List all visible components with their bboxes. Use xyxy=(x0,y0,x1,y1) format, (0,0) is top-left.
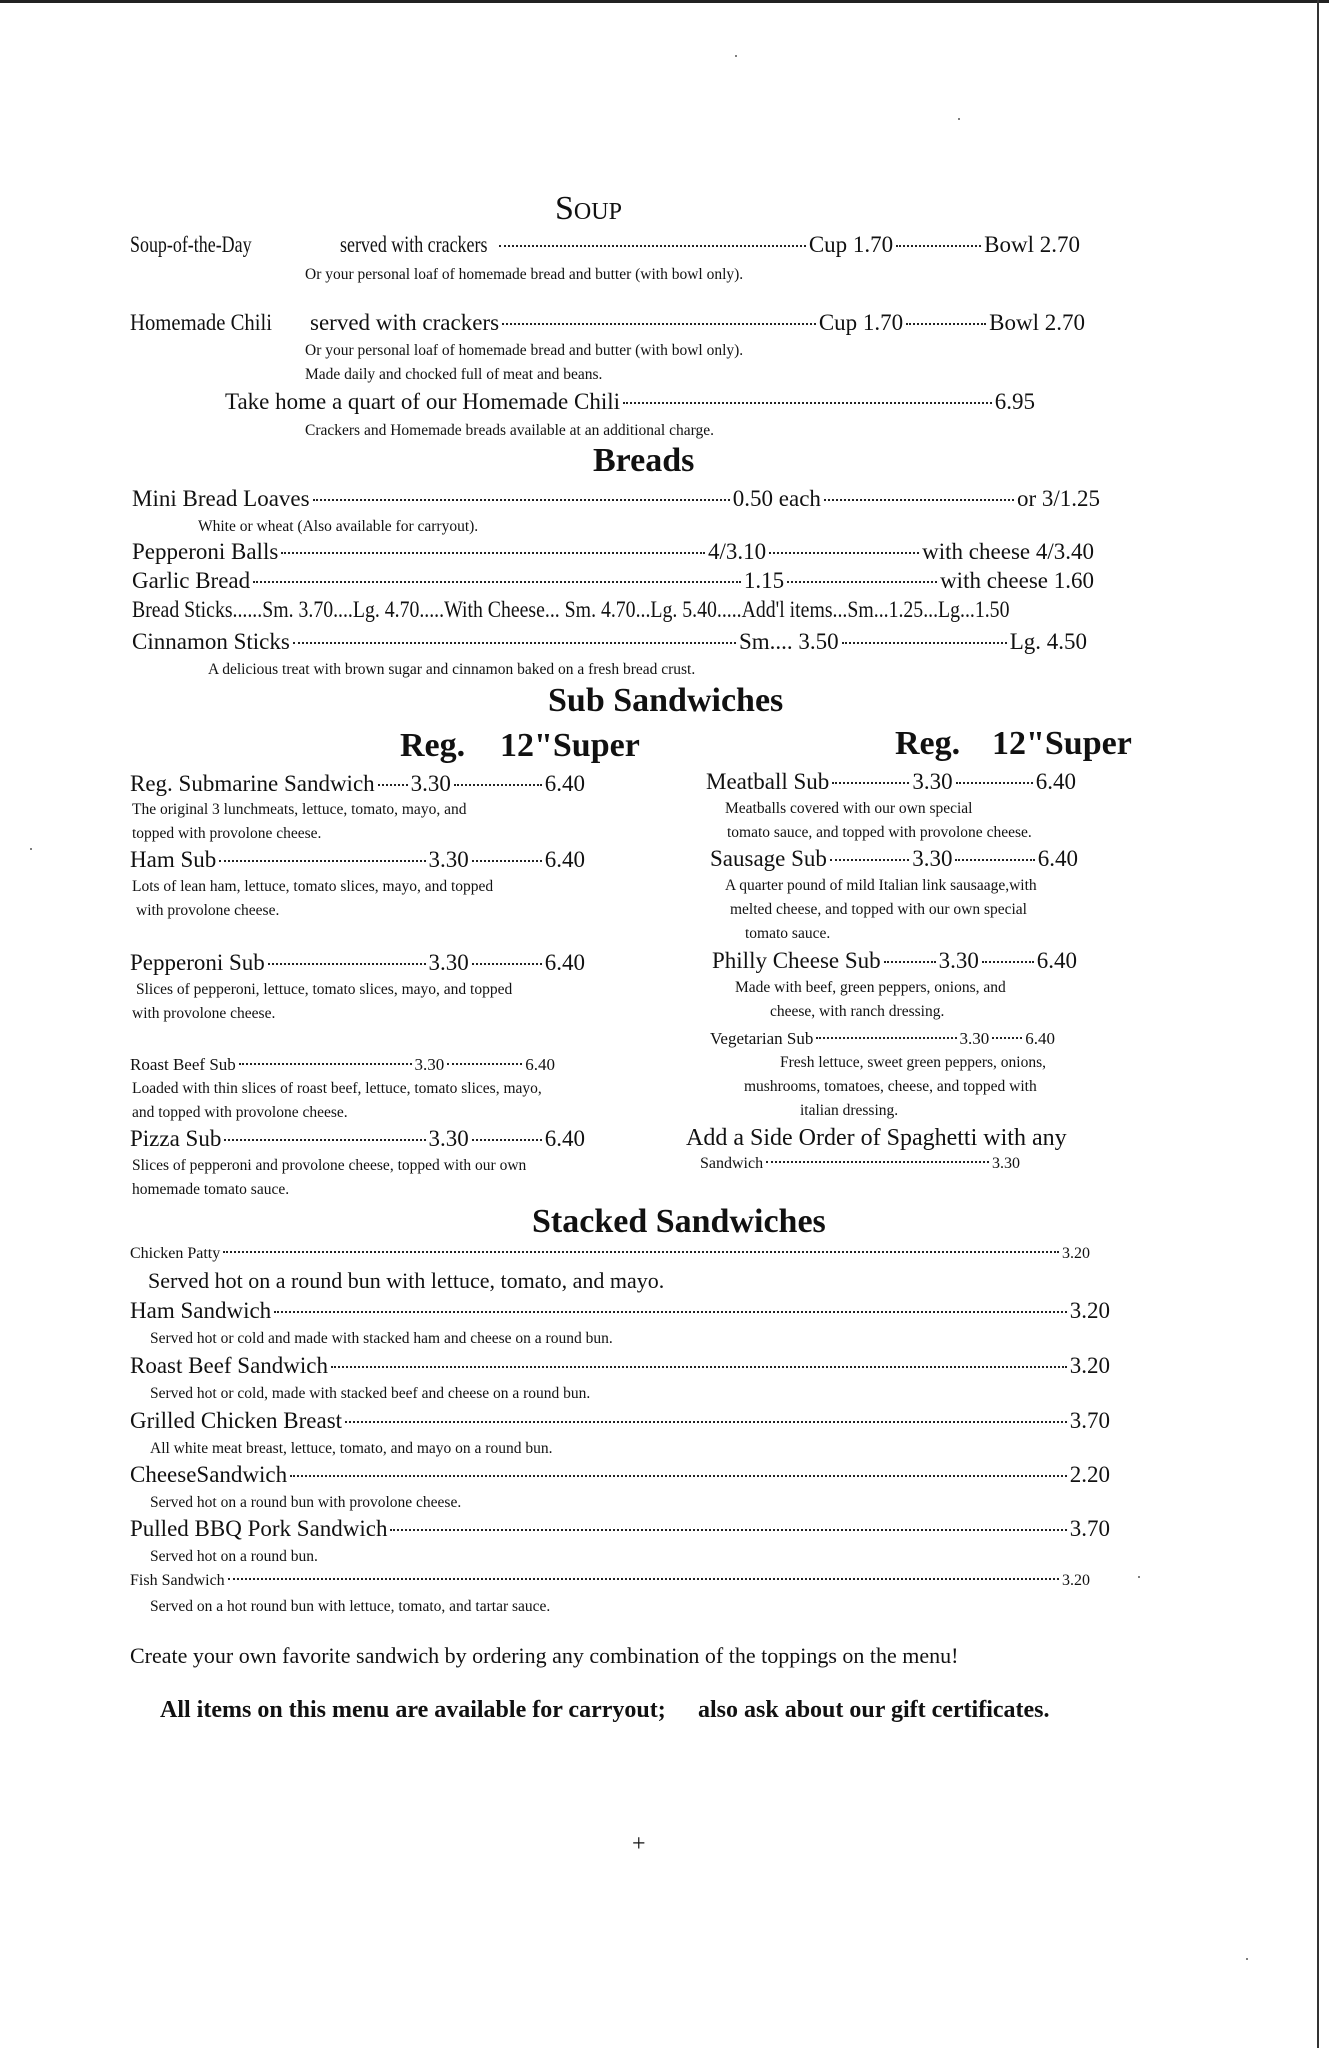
sub-row xyxy=(712,948,1077,974)
stacked-name: CheeseSandwich xyxy=(130,1462,288,1487)
sub-row xyxy=(706,769,1076,795)
garlic-bread-cheese: with cheese 1.60 xyxy=(940,568,1094,593)
sub-desc: The original 3 lunchmeats, lettuce, tomato, mayo, and xyxy=(132,801,467,818)
leader xyxy=(390,1529,1066,1531)
cinnamon-sticks-sm: Sm.... 3.50 xyxy=(739,629,839,654)
carryout-note: All items on this menu are available for carryout; xyxy=(160,1697,666,1723)
stacked-name: Ham Sandwich xyxy=(130,1298,272,1323)
breads-heading: Breads xyxy=(593,442,695,479)
chili-note-1: Or your personal loaf of homemade bread and butter (with bowl only). xyxy=(305,342,744,359)
leader xyxy=(313,499,730,501)
bread-sticks-line: Bread Sticks......Sm. 3.70....Lg. 4.70.....With Cheese... Sm. 4.70...Lg. 5.40.....Add'l items...Sm...1.25...Lg...1.50 xyxy=(132,597,1010,622)
leader xyxy=(293,642,736,644)
cinnamon-sticks-name: Cinnamon Sticks xyxy=(132,629,290,654)
stacked-desc: All white meat breast, lettuce, tomato, and mayo on a round bun. xyxy=(150,1440,553,1457)
soup-of-day-cup: Cup 1.70 xyxy=(808,232,894,257)
sub-super-price: 6.40 xyxy=(544,950,585,975)
leader xyxy=(345,1421,1067,1423)
leader xyxy=(378,784,408,786)
sub-super-price: 6.40 xyxy=(544,847,585,872)
leader xyxy=(224,1139,425,1141)
leader xyxy=(955,859,1034,861)
leader xyxy=(274,1311,1067,1313)
sub-name: Pepperoni Sub xyxy=(130,950,265,975)
spaghetti-name: Sandwich xyxy=(700,1155,764,1172)
stacked-price: 3.20 xyxy=(1069,1353,1110,1378)
sub-super-price: 6.40 xyxy=(1036,948,1078,973)
cinnamon-sticks-lg: Lg. 4.50 xyxy=(1009,629,1087,654)
scan-speck xyxy=(1138,1576,1140,1578)
leader xyxy=(268,963,426,965)
stacked-row xyxy=(130,1462,1110,1488)
leader xyxy=(842,642,1007,644)
mini-loaves-name: Mini Bread Loaves xyxy=(132,486,310,511)
stacked-name: Grilled Chicken Breast xyxy=(130,1408,343,1433)
pepperoni-balls-cheese: with cheese 4/3.40 xyxy=(922,539,1094,564)
subs-heading: Sub Sandwiches xyxy=(548,682,784,719)
leader xyxy=(331,1366,1067,1368)
leader xyxy=(281,552,705,554)
sub-name: Reg. Submarine Sandwich xyxy=(130,771,375,796)
sub-desc: mushrooms, tomatoes, cheese, and topped with xyxy=(744,1078,1037,1095)
sub-row xyxy=(130,1055,555,1075)
leader xyxy=(906,323,986,325)
leader xyxy=(956,782,1033,784)
leader xyxy=(502,323,816,325)
soup-heading: Soup xyxy=(555,190,622,227)
gift-certificates-note: also ask about our gift certificates. xyxy=(698,1697,1050,1723)
stacked-row xyxy=(130,1572,1090,1590)
sub-name: Meatball Sub xyxy=(706,769,830,794)
soup-of-day-note: Or your personal loaf of homemade bread and butter (with bowl only). xyxy=(305,266,744,283)
sub-row xyxy=(130,1126,585,1152)
page-top-edge xyxy=(0,0,1329,3)
sub-desc: tomato sauce. xyxy=(745,925,831,942)
leader xyxy=(623,402,992,404)
leader xyxy=(239,1063,412,1065)
stacked-row xyxy=(130,1245,1090,1263)
leader xyxy=(816,1037,956,1039)
stacked-row xyxy=(130,1408,1110,1434)
page-right-edge xyxy=(1317,0,1319,2048)
sub-desc: melted cheese, and topped with our own special xyxy=(730,901,1027,918)
sub-desc: with provolone cheese. xyxy=(136,902,280,919)
cinnamon-sticks-row xyxy=(132,629,1087,655)
leader xyxy=(447,1063,522,1065)
garlic-bread-price: 1.15 xyxy=(743,568,785,593)
stacked-price: 3.70 xyxy=(1069,1408,1110,1433)
sub-desc: Made with beef, green peppers, onions, and xyxy=(735,979,1006,996)
sub-super-price: 6.40 xyxy=(544,1126,585,1151)
sub-row xyxy=(710,846,1078,872)
sub-desc: homemade tomato sauce. xyxy=(132,1181,290,1198)
sub-reg-price: 3.30 xyxy=(938,948,979,973)
left-col-reg-header: Reg. xyxy=(400,727,466,764)
mini-loaves-note: White or wheat (Also available for carryout). xyxy=(198,518,479,535)
sub-reg-price: 3.30 xyxy=(959,1029,990,1048)
sub-reg-price: 3.30 xyxy=(912,846,953,871)
stacked-desc: Served hot on a round bun. xyxy=(150,1548,318,1565)
leader xyxy=(884,961,936,963)
stacked-desc: Served hot or cold and made with stacked ham and cheese on a round bun. xyxy=(150,1330,613,1347)
spaghetti-row xyxy=(700,1155,1020,1173)
sub-name: Vegetarian Sub xyxy=(710,1029,814,1048)
sub-reg-price: 3.30 xyxy=(912,769,953,794)
leader xyxy=(992,1037,1022,1039)
leader xyxy=(499,245,806,247)
mini-loaves-price: 0.50 each xyxy=(732,486,821,511)
leader xyxy=(766,1161,989,1163)
sub-super-price: 6.40 xyxy=(525,1055,555,1074)
sub-desc: Loaded with thin slices of roast beef, lettuce, tomato slices, mayo, xyxy=(132,1080,542,1097)
sub-super-price: 6.40 xyxy=(544,771,585,796)
leader xyxy=(472,860,542,862)
stacked-desc: Served hot on a round bun with provolone cheese. xyxy=(150,1494,462,1511)
leader xyxy=(290,1475,1067,1477)
leader xyxy=(228,1578,1059,1580)
pepperoni-balls-name: Pepperoni Balls xyxy=(132,539,279,564)
scan-speck xyxy=(1246,1958,1248,1960)
stacked-row xyxy=(130,1298,1110,1324)
chili-cup: Cup 1.70 xyxy=(818,310,904,335)
stacked-name: Chicken Patty xyxy=(130,1245,221,1262)
sub-reg-price: 3.30 xyxy=(414,1055,445,1074)
stacked-desc: Served hot on a round bun with lettuce, tomato, and mayo. xyxy=(148,1268,665,1293)
garlic-bread-row xyxy=(132,568,1094,594)
sub-reg-price: 3.30 xyxy=(410,771,451,796)
mini-loaves-alt: or 3/1.25 xyxy=(1016,486,1100,511)
sub-reg-price: 3.30 xyxy=(428,950,469,975)
sub-desc: cheese, with ranch dressing. xyxy=(770,1003,945,1020)
sub-desc: Fresh lettuce, sweet green peppers, onions, xyxy=(780,1054,1047,1071)
soup-of-day-bowl: Bowl 2.70 xyxy=(984,232,1080,257)
cinnamon-sticks-note: A delicious treat with brown sugar and cinnamon baked on a fresh bread crust. xyxy=(208,661,696,678)
leader xyxy=(896,245,981,247)
leader xyxy=(219,860,425,862)
chili-note-2: Made daily and chocked full of meat and beans. xyxy=(305,366,603,383)
quart-name: Take home a quart of our Homemade Chili xyxy=(225,389,621,414)
leader xyxy=(769,552,919,554)
sub-desc: Slices of pepperoni, lettuce, tomato slices, mayo, and topped xyxy=(136,981,513,998)
sub-desc: and topped with provolone cheese. xyxy=(132,1104,348,1121)
leader xyxy=(787,581,937,583)
stacked-row xyxy=(130,1353,1110,1379)
create-your-own: Create your own favorite sandwich by ordering any combination of the toppings on the menu! xyxy=(130,1643,959,1668)
sub-desc: A quarter pound of mild Italian link sausaage,with xyxy=(725,877,1037,894)
leader xyxy=(824,499,1014,501)
garlic-bread-name: Garlic Bread xyxy=(132,568,251,593)
chili-name: Homemade Chili xyxy=(130,310,273,335)
right-col-reg-header: Reg. xyxy=(895,725,961,762)
stacked-price: 3.20 xyxy=(1069,1298,1110,1323)
stacked-name: Fish Sandwich xyxy=(130,1572,225,1589)
sub-name: Philly Cheese Sub xyxy=(712,948,881,973)
right-col-super-header: 12"Super xyxy=(992,725,1132,762)
stacked-price: 2.20 xyxy=(1069,1462,1110,1487)
soup-of-day-name: Soup-of-the-Day xyxy=(130,232,252,257)
stacked-price: 3.70 xyxy=(1069,1516,1110,1541)
sub-name: Roast Beef Sub xyxy=(130,1055,236,1074)
sub-desc: topped with provolone cheese. xyxy=(132,825,322,842)
left-col-super-header: 12"Super xyxy=(500,727,640,764)
stacked-row xyxy=(130,1516,1110,1542)
stacked-price: 3.20 xyxy=(1062,1245,1090,1262)
registration-mark: + xyxy=(632,1831,646,1857)
sub-name: Pizza Sub xyxy=(130,1126,222,1151)
sub-super-price: 6.40 xyxy=(1035,769,1077,794)
leader xyxy=(830,859,909,861)
sub-reg-price: 3.30 xyxy=(428,1126,469,1151)
quart-note: Crackers and Homemade breads available at an additional charge. xyxy=(305,422,714,439)
sub-desc: Slices of pepperoni and provolone cheese, topped with our own xyxy=(132,1157,527,1174)
sub-desc: with provolone cheese. xyxy=(132,1005,276,1022)
stacked-name: Pulled BBQ Pork Sandwich xyxy=(130,1516,388,1541)
leader xyxy=(832,782,909,784)
scan-speck xyxy=(30,848,32,850)
sub-desc: tomato sauce, and topped with provolone cheese. xyxy=(727,824,1032,841)
sub-reg-price: 3.30 xyxy=(428,847,469,872)
sub-name: Sausage Sub xyxy=(710,846,827,871)
sub-row xyxy=(130,950,585,976)
stacked-price: 3.20 xyxy=(1062,1572,1090,1589)
bread-sticks-row xyxy=(132,597,1152,623)
pepperoni-balls-row xyxy=(132,539,1094,565)
sub-name: Ham Sub xyxy=(130,847,217,872)
soup-of-day-row xyxy=(130,232,1080,258)
spaghetti-price: 3.30 xyxy=(992,1155,1020,1172)
sub-row xyxy=(130,847,585,873)
mini-loaves-row xyxy=(132,486,1100,512)
stacked-name: Roast Beef Sandwich xyxy=(130,1353,329,1378)
leader xyxy=(223,1251,1059,1253)
sub-super-price: 6.40 xyxy=(1025,1029,1055,1048)
sub-desc: Lots of lean ham, lettuce, tomato slices, mayo, and topped xyxy=(132,878,494,895)
sub-desc: italian dressing. xyxy=(800,1102,899,1119)
stacked-desc: Served hot or cold, made with stacked beef and cheese on a round bun. xyxy=(150,1385,591,1402)
soup-of-day-text: served with crackers xyxy=(340,232,488,257)
chili-bowl: Bowl 2.70 xyxy=(989,310,1085,335)
leader xyxy=(982,961,1034,963)
leader xyxy=(454,784,542,786)
spaghetti-title: Add a Side Order of Spaghetti with any xyxy=(686,1125,1067,1151)
stacked-desc: Served on a hot round bun with lettuce, tomato, and tartar sauce. xyxy=(150,1598,551,1615)
chili-text: served with crackers xyxy=(310,310,500,335)
sub-super-price: 6.40 xyxy=(1037,846,1079,871)
quart-row xyxy=(225,389,1035,415)
pepperoni-balls-price: 4/3.10 xyxy=(708,539,767,564)
leader xyxy=(253,581,741,583)
chili-row xyxy=(130,310,1085,336)
scan-speck xyxy=(735,55,737,57)
stacked-heading: Stacked Sandwiches xyxy=(532,1203,826,1240)
leader xyxy=(472,963,542,965)
scan-speck xyxy=(958,118,960,120)
quart-price: 6.95 xyxy=(994,389,1035,414)
sub-row xyxy=(130,771,585,797)
leader xyxy=(472,1139,542,1141)
sub-desc: Meatballs covered with our own special xyxy=(725,800,973,817)
sub-row xyxy=(710,1029,1055,1049)
